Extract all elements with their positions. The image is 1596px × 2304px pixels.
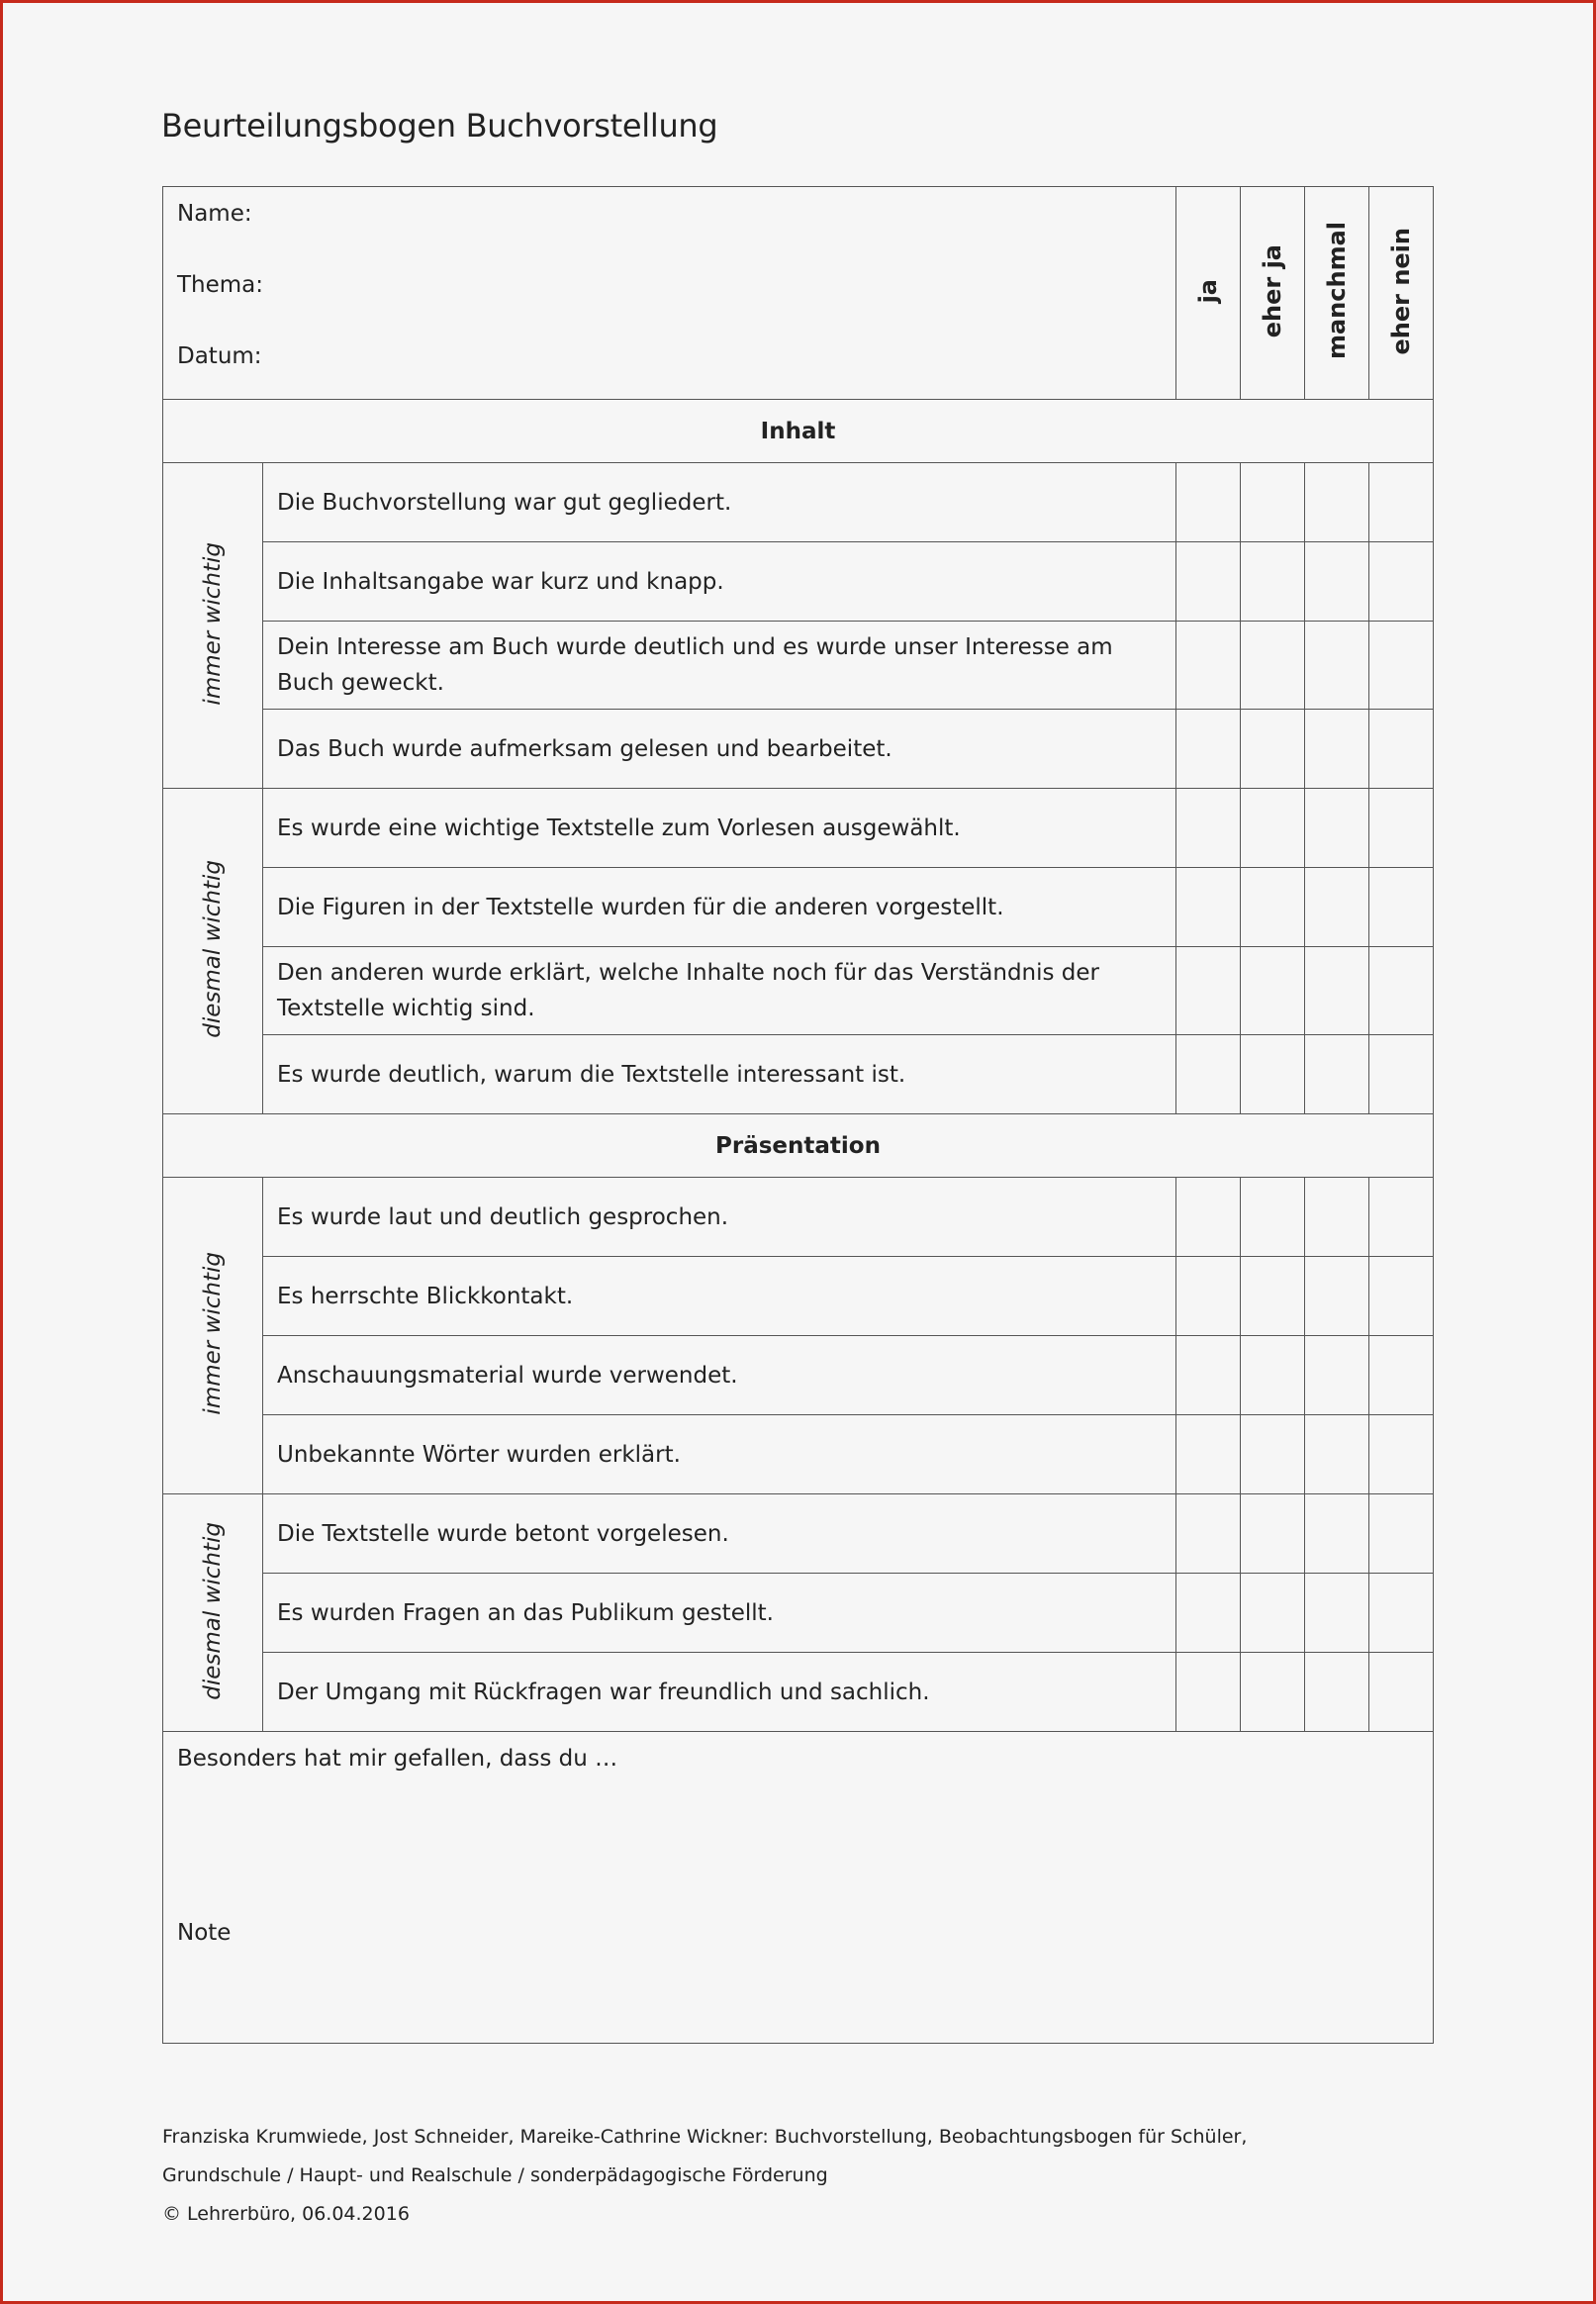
rating-box-ja[interactable] [1176,947,1241,1035]
criterion-text: Anschauungsmaterial wurde verwendet. [263,1336,1176,1415]
rating-box-ja[interactable] [1176,1415,1241,1494]
rating-box-eher-ja[interactable] [1241,622,1305,710]
rating-box-eher-ja[interactable] [1241,542,1305,622]
rating-box-eher-ja[interactable] [1241,1415,1305,1494]
criterion-text: Die Inhaltsangabe war kurz und knapp. [263,542,1176,622]
rating-box-manchmal[interactable] [1305,1257,1369,1336]
rating-box-ja[interactable] [1176,463,1241,542]
column-header-label: ja [1194,278,1222,304]
rating-box-eher-nein[interactable] [1369,1653,1434,1732]
section-title: Präsentation [163,1114,1434,1178]
footer-credits [162,2118,1247,2234]
rating-box-ja[interactable] [1176,1035,1241,1114]
rating-box-eher-nein[interactable] [1369,1257,1434,1336]
rating-box-manchmal[interactable] [1305,542,1369,622]
criterion-text: Die Figuren in der Textstelle wurden für die anderen vorgestellt. [263,868,1176,947]
rating-box-ja[interactable] [1176,1178,1241,1257]
group-label [163,1178,263,1494]
criterion-text: Es wurde laut und deutlich gesprochen. [263,1178,1176,1257]
criterion-text: Den anderen wurde erklärt, welche Inhalte noch für das Verständnis der Textstelle wichtig sind. [263,947,1176,1035]
section-row [163,400,1434,463]
rating-box-manchmal[interactable] [1305,1336,1369,1415]
group-label [163,463,263,789]
rating-box-eher-ja[interactable] [1241,1336,1305,1415]
criterion-text: Die Textstelle wurde betont vorgelesen. [263,1494,1176,1574]
footer-line: Grundschule / Haupt- und Realschule / sonderpädagogische Förderung [162,2164,828,2186]
column-header-ja [1176,187,1241,400]
thema-label: Thema: [177,272,264,298]
column-header-label: eher ja [1259,243,1286,338]
group-label [163,789,263,1114]
rating-box-manchmal[interactable] [1305,1415,1369,1494]
rating-box-eher-ja[interactable] [1241,710,1305,789]
group-label-text: immer wichtig [200,1252,226,1415]
section-row [163,1114,1434,1178]
table-row [163,463,1434,542]
criterion-text: Die Buchvorstellung war gut gegliedert. [263,463,1176,542]
rating-box-eher-nein[interactable] [1369,868,1434,947]
rating-box-eher-nein[interactable] [1369,710,1434,789]
criterion-text: Es herrschte Blickkontakt. [263,1257,1176,1336]
rating-box-eher-nein[interactable] [1369,1415,1434,1494]
table-row [163,622,1434,710]
rating-box-manchmal[interactable] [1305,789,1369,868]
column-header-eher-nein [1369,187,1434,400]
rating-box-manchmal[interactable] [1305,710,1369,789]
rating-box-manchmal[interactable] [1305,1035,1369,1114]
rating-box-eher-ja[interactable] [1241,1257,1305,1336]
table-row [163,947,1434,1035]
rating-box-ja[interactable] [1176,868,1241,947]
rating-box-ja[interactable] [1176,789,1241,868]
footer-copyright: © Lehrerbüro, 06.04.2016 [162,2203,410,2225]
rating-box-manchmal[interactable] [1305,463,1369,542]
column-header-eher-ja [1241,187,1305,400]
table-row [163,1178,1434,1257]
rating-box-ja[interactable] [1176,622,1241,710]
rating-box-manchmal[interactable] [1305,1574,1369,1653]
criterion-text: Dein Interesse am Buch wurde deutlich und es wurde unser Interesse am Buch geweckt. [263,622,1176,710]
rating-box-ja[interactable] [1176,710,1241,789]
group-label-text: immer wichtig [200,541,226,706]
table-row [163,1035,1434,1114]
rating-box-eher-nein[interactable] [1369,622,1434,710]
note-label: Note [177,1920,232,1946]
rating-box-manchmal[interactable] [1305,1178,1369,1257]
criterion-text: Unbekannte Wörter wurden erklärt. [263,1415,1176,1494]
rating-box-ja[interactable] [1176,1574,1241,1653]
criterion-text: Das Buch wurde aufmerksam gelesen und bearbeitet. [263,710,1176,789]
name-label: Name: [177,201,252,227]
rating-box-eher-nein[interactable] [1369,1494,1434,1574]
rating-box-manchmal[interactable] [1305,868,1369,947]
table-row [163,1494,1434,1574]
student-info-cell [163,187,1176,400]
rating-box-eher-ja[interactable] [1241,463,1305,542]
rating-box-eher-nein[interactable] [1369,947,1434,1035]
comment-prompt: Besonders hat mir gefallen, dass du … [177,1746,618,1772]
group-label-text: diesmal wichtig [200,1521,226,1700]
rating-box-manchmal[interactable] [1305,947,1369,1035]
rating-box-eher-nein[interactable] [1369,789,1434,868]
header-row [163,187,1434,400]
rating-box-eher-ja[interactable] [1241,1574,1305,1653]
footer-line: Franziska Krumwiede, Jost Schneider, Mareike-Cathrine Wickner: Buchvorstellung, Beobachtungsbogen für Schüler, [162,2126,1248,2148]
rating-box-eher-ja[interactable] [1241,789,1305,868]
table-row [163,868,1434,947]
rating-box-manchmal[interactable] [1305,622,1369,710]
rating-box-eher-ja[interactable] [1241,1035,1305,1114]
section-title: Inhalt [163,400,1434,463]
criterion-text: Es wurde eine wichtige Textstelle zum Vorlesen ausgewählt. [263,789,1176,868]
column-header-label: manchmal [1323,222,1351,360]
rating-box-eher-ja[interactable] [1241,1653,1305,1732]
comment-field[interactable] [163,1732,1434,2044]
rating-box-ja[interactable] [1176,1257,1241,1336]
rating-box-eher-nein[interactable] [1369,542,1434,622]
column-header-manchmal [1305,187,1369,400]
table-row [163,1574,1434,1653]
rating-box-ja[interactable] [1176,1653,1241,1732]
rating-box-ja[interactable] [1176,1494,1241,1574]
group-label-text: diesmal wichtig [200,860,226,1038]
evaluation-table [162,186,1434,2044]
rating-box-eher-ja[interactable] [1241,1494,1305,1574]
table-row [163,710,1434,789]
table-row [163,789,1434,868]
rating-box-ja[interactable] [1176,542,1241,622]
table-row [163,1336,1434,1415]
table-row [163,1415,1434,1494]
criterion-text: Es wurden Fragen an das Publikum gestellt. [263,1574,1176,1653]
rating-box-eher-ja[interactable] [1241,947,1305,1035]
table-row [163,542,1434,622]
rating-box-ja[interactable] [1176,1336,1241,1415]
rating-box-eher-nein[interactable] [1369,1178,1434,1257]
rating-box-eher-nein[interactable] [1369,1336,1434,1415]
criterion-text: Der Umgang mit Rückfragen war freundlich und sachlich. [263,1653,1176,1732]
rating-box-eher-nein[interactable] [1369,463,1434,542]
datum-label: Datum: [177,343,262,369]
rating-box-manchmal[interactable] [1305,1653,1369,1732]
criterion-text: Es wurde deutlich, warum die Textstelle interessant ist. [263,1035,1176,1114]
column-header-label: eher nein [1387,227,1415,355]
rating-box-eher-ja[interactable] [1241,868,1305,947]
page-title: Beurteilungsbogen Buchvorstellung [161,107,718,144]
rating-box-eher-nein[interactable] [1369,1035,1434,1114]
group-label [163,1494,263,1732]
table-row [163,1653,1434,1732]
rating-box-eher-nein[interactable] [1369,1574,1434,1653]
comment-row [163,1732,1434,2044]
table-row [163,1257,1434,1336]
rating-box-eher-ja[interactable] [1241,1178,1305,1257]
rating-box-manchmal[interactable] [1305,1494,1369,1574]
